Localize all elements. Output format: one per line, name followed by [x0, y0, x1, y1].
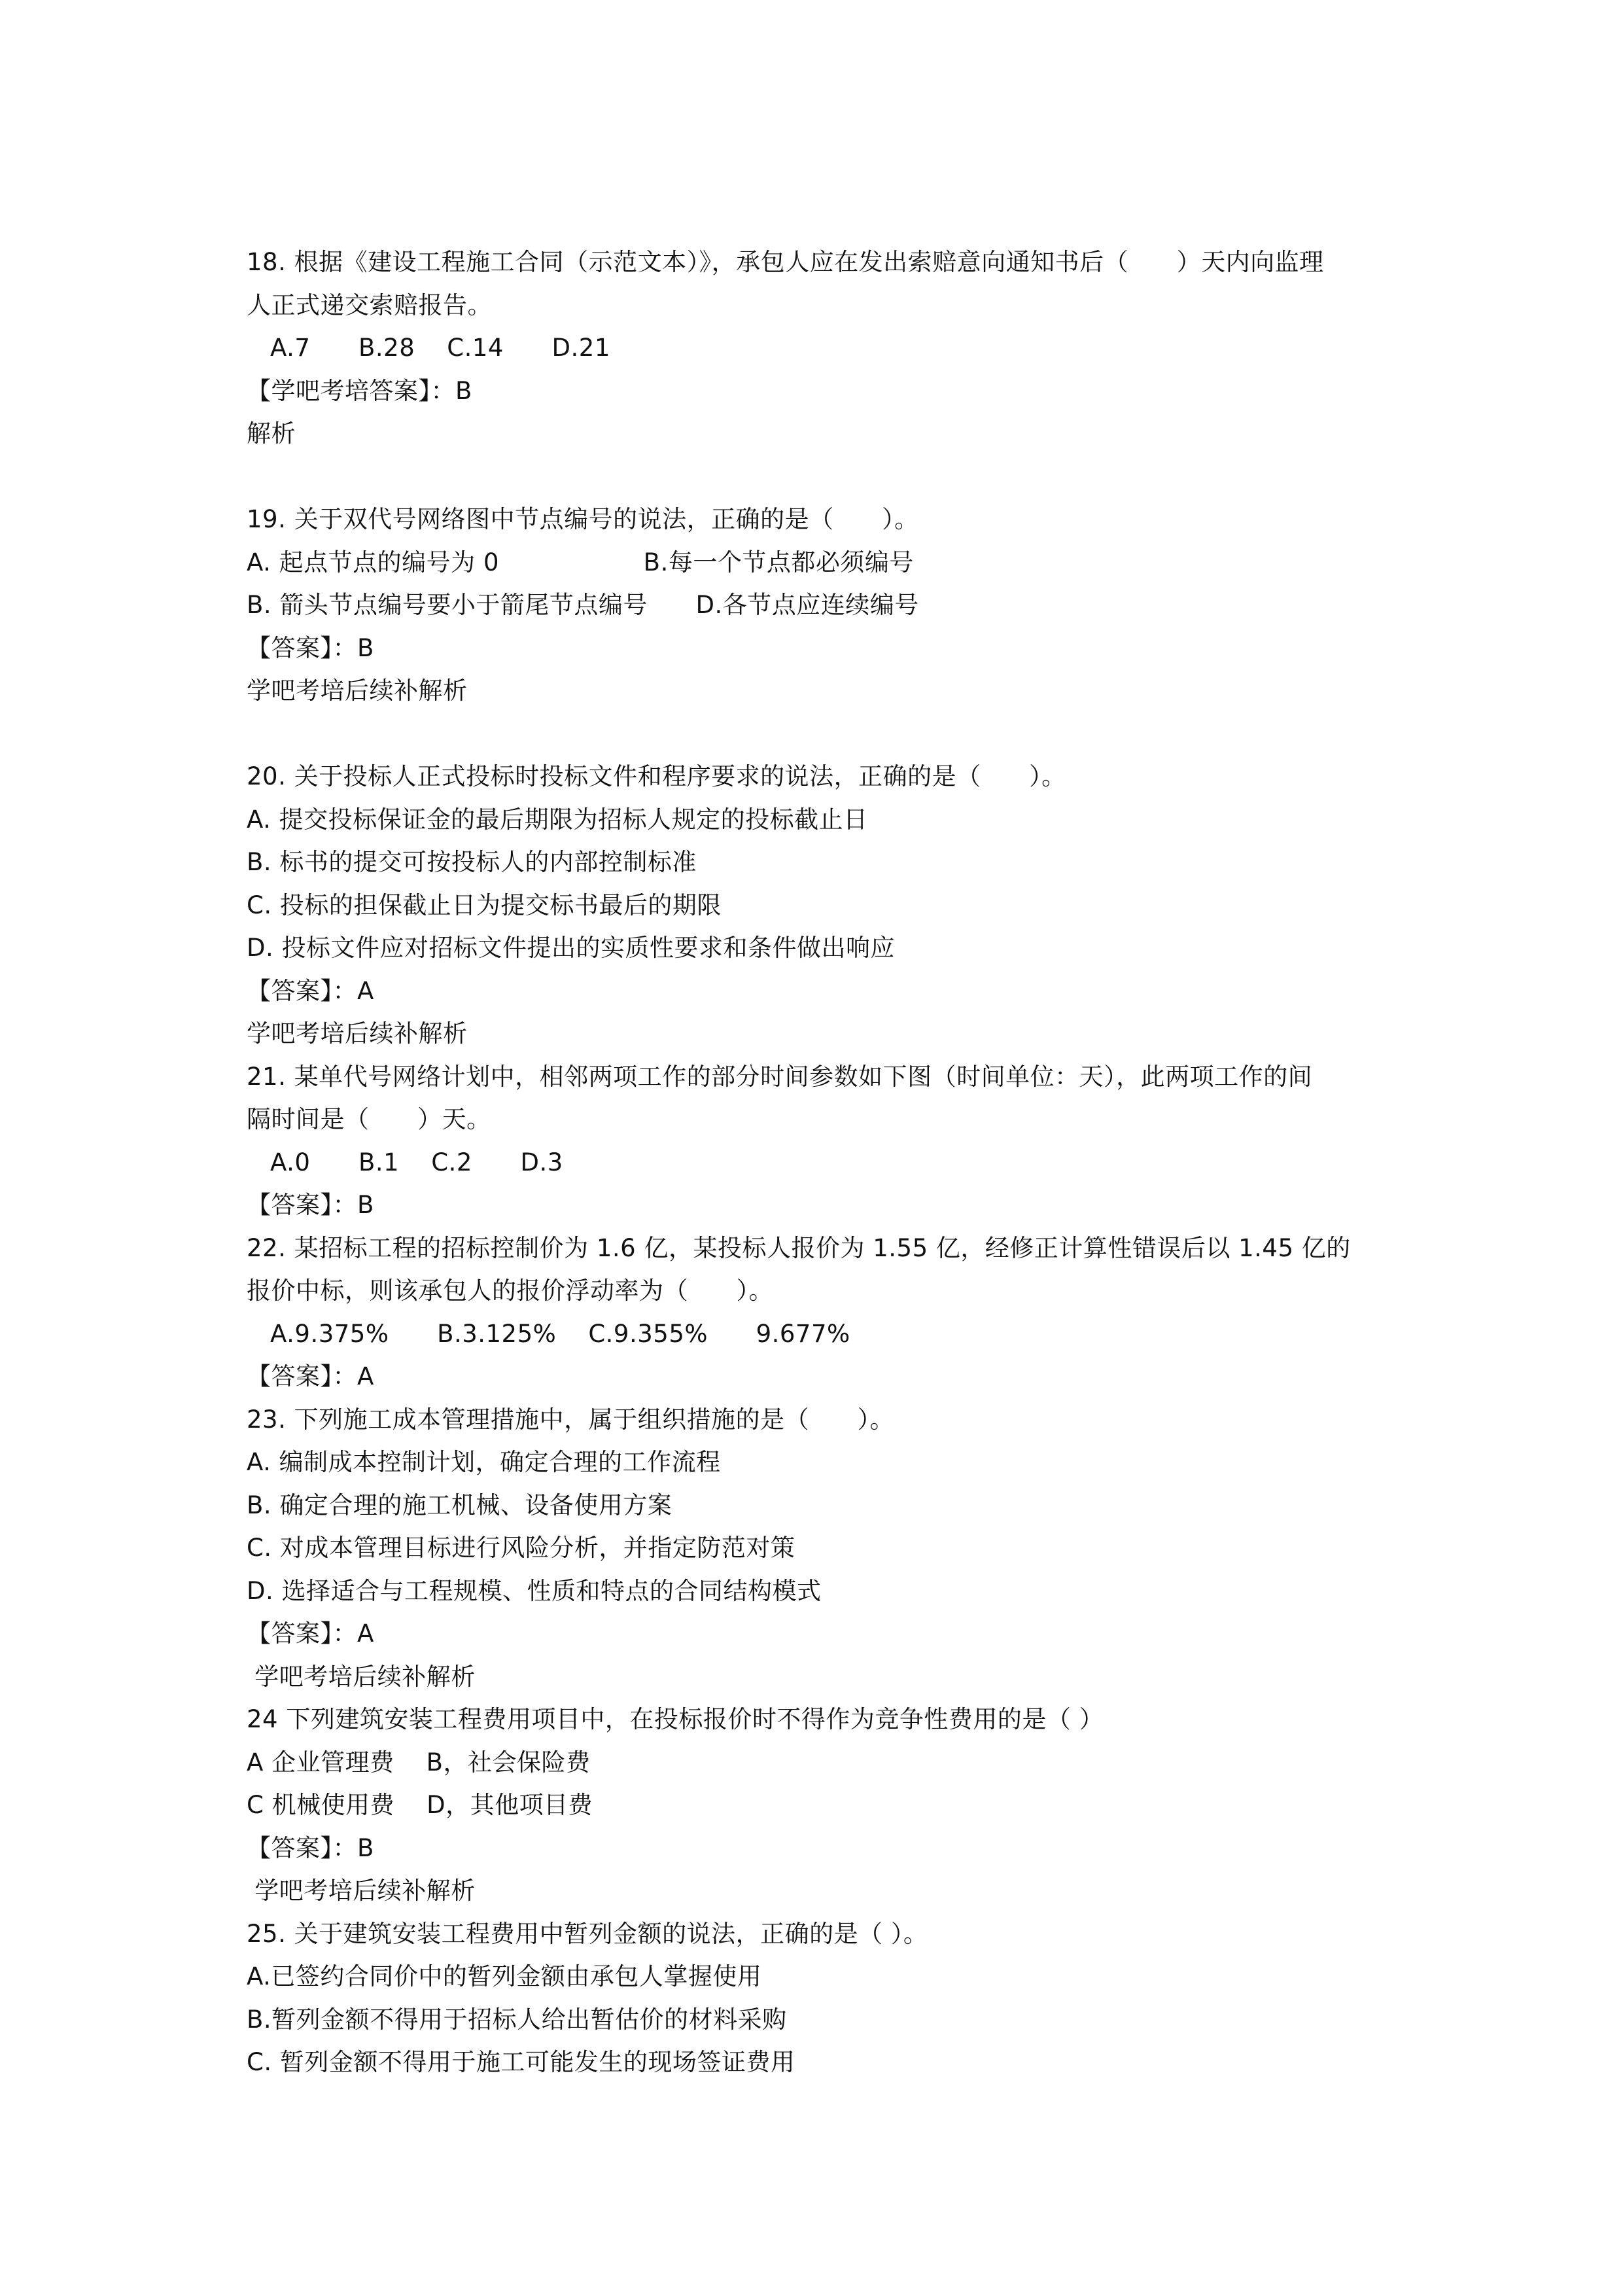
spacer [247, 713, 1398, 756]
answer-line: 【答案】：B [247, 633, 374, 662]
question-21 [247, 1055, 1398, 1227]
question-stem: 22. 某招标工程的招标控制价为 1.6 亿，某投标人报价为 1.55 亿，经修正计算性错误后以 1.45 亿的 [247, 1233, 1351, 1262]
answer-line: 【答案】：A [247, 1362, 374, 1390]
question-options: A. 编制成本控制计划，确定合理的工作流程 [247, 1448, 721, 1476]
question-options: A.7 B.28 C.14 D.21 [270, 334, 610, 362]
question-options: C. 投标的担保截止日为提交标书最后的期限 [247, 891, 722, 919]
question-options: A 企业管理费 B，社会保险费 [247, 1748, 591, 1776]
page-content [247, 241, 1398, 2084]
question-options: A.已签约合同价中的暂列金额由承包人掌握使用 [247, 1962, 762, 1990]
analysis-line: 学吧考培后续补解析 [247, 1662, 476, 1691]
question-stem: 25. 关于建筑安装工程费用中暂列金额的说法，正确的是（ ）。 [247, 1919, 928, 1948]
analysis-line: 学吧考培后续补解析 [247, 1877, 476, 1905]
question-stem: 24 下列建筑安装工程费用项目中，在投标报价时不得作为竞争性费用的是（ ） [247, 1705, 1104, 1733]
answer-line: 【答案】：B [247, 1191, 374, 1219]
question-stem: 报价中标，则该承包人的报价浮动率为（ ）。 [247, 1277, 774, 1305]
question-stem: 19. 关于双代号网络图中节点编号的说法，正确的是（ ）。 [247, 505, 919, 533]
question-options: B.暂列金额不得用于招标人给出暂估价的材料采购 [247, 2005, 787, 2034]
analysis-line: 学吧考培后续补解析 [247, 1019, 468, 1048]
analysis-line: 学吧考培后续补解析 [247, 677, 468, 705]
question-stem: 21. 某单代号网络计划中，相邻两项工作的部分时间参数如下图（时间单位：天），此两项工作的间 [247, 1062, 1313, 1091]
question-options: B. 确定合理的施工机械、设备使用方案 [247, 1491, 672, 1519]
analysis-line: 解析 [247, 419, 296, 448]
question-24 [247, 1698, 1398, 1913]
answer-line: 【答案】：B [247, 1833, 374, 1862]
question-stem: 23. 下列施工成本管理措施中，属于组织措施的是（ ）。 [247, 1405, 895, 1434]
question-stem: 18. 根据《建设工程施工合同（示范文本）》，承包人应在发出索赔意向通知书后（ ）天内向监理 [247, 248, 1324, 276]
answer-line: 【学吧考培答案】：B [247, 376, 472, 405]
question-22 [247, 1227, 1398, 1398]
question-25 [247, 1913, 1398, 2084]
question-options: C 机械使用费 D，其他项目费 [247, 1791, 593, 1819]
question-options: A.9.375% B.3.125% C.9.355% 9.677% [270, 1319, 850, 1348]
question-options: C. 暂列金额不得用于施工可能发生的现场签证费用 [247, 2048, 795, 2076]
spacer [247, 455, 1398, 499]
question-options: A.0 B.1 C.2 D.3 [270, 1148, 563, 1176]
question-options: A. 提交投标保证金的最后期限为招标人规定的投标截止日 [247, 805, 868, 834]
question-18 [247, 241, 1398, 455]
question-options: A. 起点节点的编号为 0 B.每一个节点都必须编号 [247, 548, 914, 576]
question-options: B. 标书的提交可按投标人的内部控制标准 [247, 848, 697, 876]
question-options: D. 投标文件应对招标文件提出的实质性要求和条件做出响应 [247, 934, 896, 962]
question-stem: 人正式递交索赔报告。 [247, 291, 492, 319]
question-stem: 隔时间是（ ）天。 [247, 1105, 491, 1133]
question-19 [247, 498, 1398, 713]
answer-line: 【答案】：A [247, 976, 374, 1005]
question-options: B. 箭头节点编号要小于箭尾节点编号 D.各节点应连续编号 [247, 591, 919, 619]
question-options: C. 对成本管理目标进行风险分析，并指定防范对策 [247, 1534, 795, 1562]
question-23 [247, 1398, 1398, 1699]
question-20 [247, 755, 1398, 1055]
question-stem: 20. 关于投标人正式投标时投标文件和程序要求的说法，正确的是（ ）。 [247, 762, 1066, 790]
answer-line: 【答案】：A [247, 1619, 374, 1648]
question-options: D. 选择适合与工程规模、性质和特点的合同结构模式 [247, 1576, 822, 1605]
